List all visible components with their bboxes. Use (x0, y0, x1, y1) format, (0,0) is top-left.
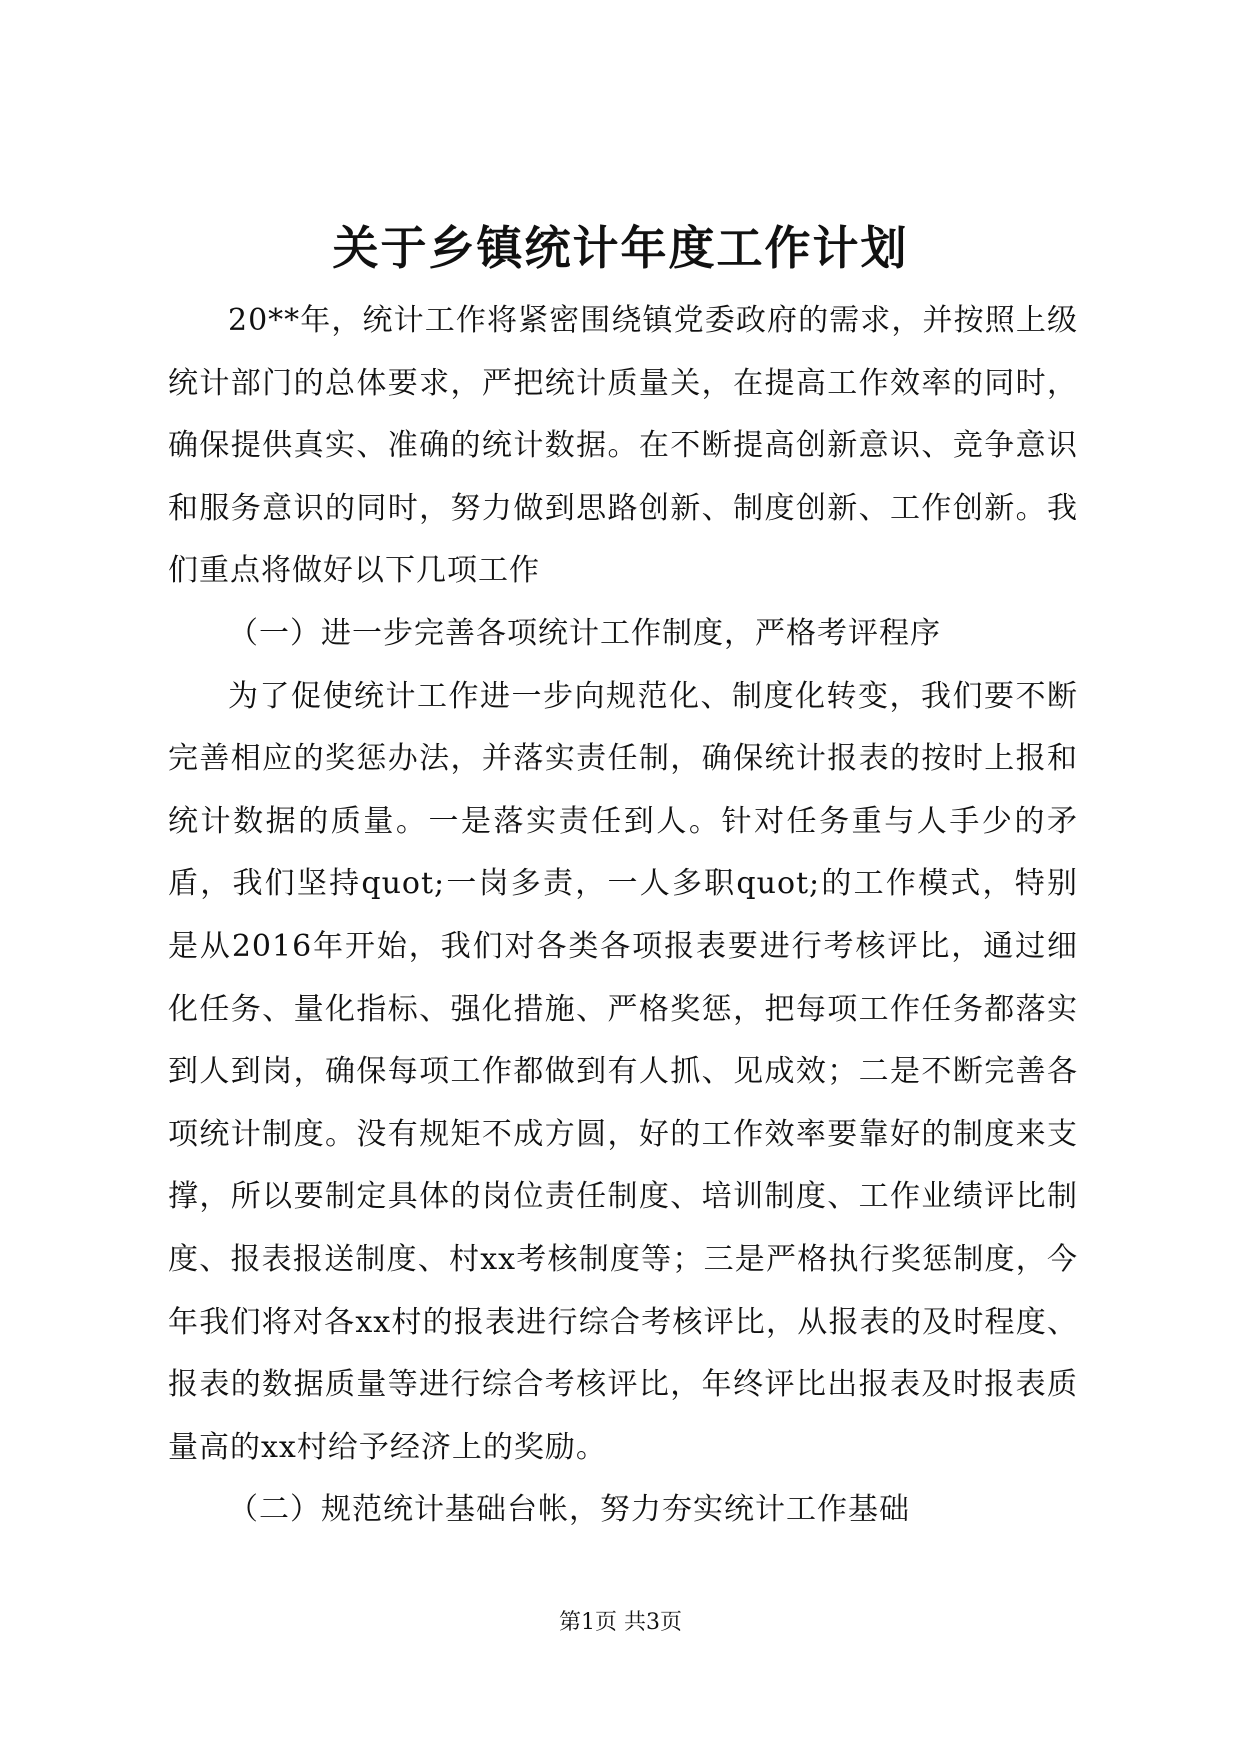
paragraph-intro: 20**年，统计工作将紧密围绕镇党委政府的需求，并按照上级统计部门的总体要求，严把统计质量关，在提高工作效率的同时，确保提供真实、准确的统计数据。在不断提高创新意识、竞争意识和服务意识的同时，努力做到思路创新、制度创新、工作创新。我们重点将做好以下几项工作 (168, 303, 1078, 589)
section-heading-2: （二）规范统计基础台帐，努力夯实统计工作基础 (228, 1492, 910, 1528)
section-heading-1: （一）进一步完善各项统计工作制度，严格考评程序 (228, 615, 941, 651)
page-footer: 第1页 共3页 (559, 1610, 682, 1635)
document-body (168, 290, 1078, 1542)
paragraph-section-1: 为了促使统计工作进一步向规范化、制度化转变，我们要不断完善相应的奖惩办法，并落实责任制，确保统计报表的按时上报和统计数据的质量。一是落实责任到人。针对任务重与人手少的矛盾，我们坚持quot;一岗多责，一人多职quot;的工作模式，特别是从2016年开始，我们对各类各项报表要进行考核评比，通过细化任务、量化指标、强化措施、严格奖惩，把每项工作任务都落实到人到岗，确保每项工作都做到有人抓、见成效；二是不断完善各项统计制度。没有规矩不成方圆，好的工作效率要靠好的制度来支撑，所以要制定具体的岗位责任制度、培训制度、工作业绩评比制度、报表报送制度、村xx考核制度等；三是严格执行奖惩制度，今年我们将对各xx村的报表进行综合考核评比，从报表的及时程度、报表的数据质量等进行综合考核评比，年终评比出报表及时报表质量高的xx村给予经济上的奖励。 (168, 678, 1078, 1465)
document-title: 关于乡镇统计年度工作计划 (332, 221, 909, 275)
